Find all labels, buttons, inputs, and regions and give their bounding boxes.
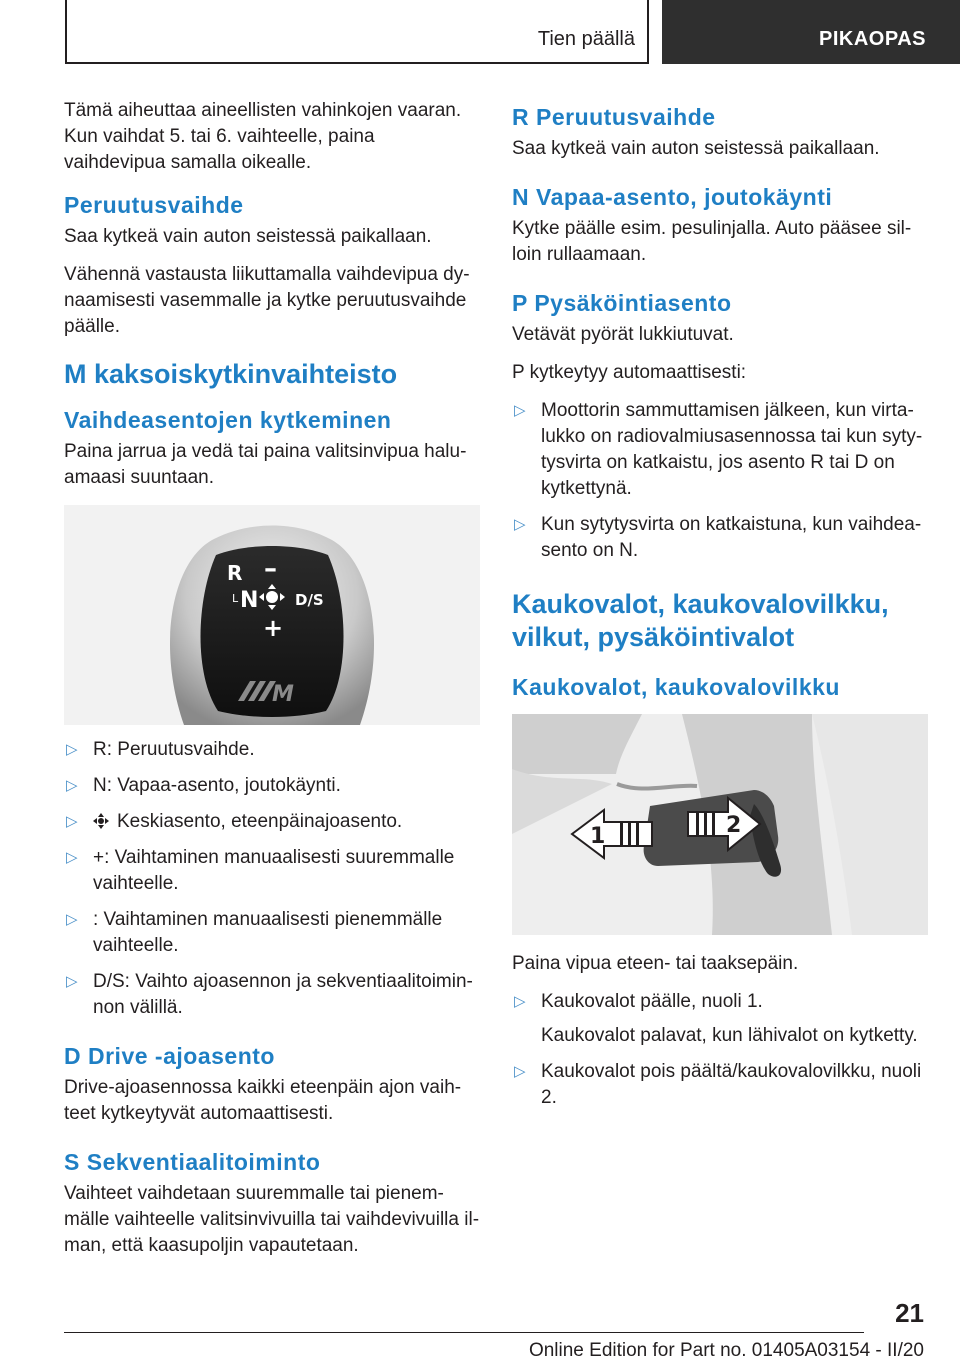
bullet-marker-icon: ▷ [66, 973, 78, 990]
label-l: L [232, 592, 239, 605]
footer-rule [64, 1332, 864, 1333]
bullet-marker-icon: ▷ [514, 516, 526, 533]
bullet-marker-icon: ▷ [66, 813, 78, 830]
bullet-marker-icon: ▷ [66, 777, 78, 794]
beam-bullet-sub: Kaukovalot palavat, kun lähivalot on kytketty. [541, 1025, 918, 1046]
left-column [64, 98, 480, 1271]
n-heading: N Vapaa-asento, joutokäynti [512, 184, 833, 210]
beam-heading: Kaukovalot, kaukovalovilkku [512, 674, 840, 700]
center-position-icon [93, 813, 109, 829]
sequential-heading: S Sekventiaalitoiminto [64, 1149, 321, 1175]
park-bullet-list [512, 398, 928, 564]
bullet-marker-icon: ▷ [66, 911, 78, 928]
svg-text:M: M [272, 682, 294, 707]
header-section-title: Tien päällä [537, 28, 635, 50]
right-column [512, 98, 928, 1121]
reverse-paragraph-1: Saa kytkeä vain auton seistessä paikallaan. [64, 226, 432, 247]
label-minus: – [264, 554, 277, 584]
r-paragraph: Saa kytkeä vain auton seistessä paikallaan. [512, 138, 880, 159]
list-item: ▷ : Vaihtaminen manuaalisesti pienemmälle vaihteelle. [66, 909, 443, 956]
bullet-marker-icon: ▷ [66, 741, 78, 758]
list-item: ▷ Kun sytytysvirta on katkaistuna, kun vaihdeasento on N. [514, 514, 922, 561]
list-item: ▷ Moottorin sammuttamisen jälkeen, kun virtalukko on radiovalmiusasennossa tai kun sytytysvirta on katkaistu, jos asento R tai D on kytkettynä. [514, 400, 923, 499]
label-r: R [227, 561, 243, 585]
intro-paragraph: Tämä aiheuttaa aineellisten vahinkojen vaaran. Kun vaihdat 5. tai 6. vaihteelle, paina vaihdevipua samalla oikealle. [64, 100, 462, 173]
list-item: ▷ Keskiasento, eteenpäinajoasento. [64, 809, 480, 835]
r-heading: R Peruutusvaihde [512, 104, 716, 130]
arrow-1-label: 1 [590, 824, 606, 849]
label-ds: D/S [295, 591, 324, 609]
bullet-marker-icon: ▷ [514, 1063, 526, 1080]
beam-paragraph: Paina vipua eteen- tai taaksepäin. [512, 953, 799, 974]
n-paragraph: Kytke päälle esim. pesulinjalla. Auto pääsee silloin rullaamaan. [512, 218, 912, 265]
arrow-2-label: 2 [726, 813, 742, 838]
list-item: ▷ Kaukovalot pois päältä/kaukovalovilkku, nuoli 2. [514, 1061, 922, 1108]
light-stalk-image [512, 714, 928, 935]
drive-paragraph: Drive-ajoasennossa kaikki eteenpäin ajon vaihteet kytkeytyvät automaattisesti. [64, 1077, 462, 1124]
list-item: ▷ D/S: Vaihto ajoasennon ja sekventiaalitoiminnon välillä. [66, 971, 473, 1018]
p-heading: P Pysäköintiasento [512, 290, 732, 316]
gear-shifter-image [64, 505, 480, 725]
lights-heading: Kaukovalot, kaukovalovilkku, vilkut, pysäköintivalot [512, 589, 889, 652]
label-plus: + [263, 614, 284, 642]
reverse-heading: Peruutusvaihde [64, 192, 244, 218]
p-paragraph-1: Vetävät pyörät lukkiutuvat. [512, 324, 734, 345]
bullet-marker-icon: ▷ [514, 402, 526, 419]
header-tab[interactable] [662, 0, 960, 64]
gears-paragraph: Paina jarrua ja vedä tai paina valitsinvipua haluamaasi suuntaan. [64, 441, 467, 488]
p-paragraph-2: P kytkeytyy automaattisesti: [512, 362, 747, 383]
edition-note: Online Edition for Part no. 01405A03154 - II/20 [528, 1340, 924, 1361]
beam-bullet-list [512, 989, 928, 1111]
dct-heading: M kaksoiskytkinvaihteisto [64, 359, 398, 389]
bullet-marker-icon: ▷ [66, 849, 78, 866]
sequential-paragraph: Vaihteet vaihdetaan suuremmalle tai pienemmälle vaihteelle valitsinvivuilla tai vaihdevivuilla ilman, että kaasupoljin vapautetaan. [64, 1183, 480, 1256]
gear-bullet-list [64, 737, 480, 1021]
page-number: 21 [895, 1298, 924, 1328]
reverse-paragraph-2: Vähennä vastausta liikuttamalla vaihdevipua dynaamisesti vasemmalle ja kytke peruutusvaihde päälle. [64, 264, 470, 337]
bullet-marker-icon: ▷ [514, 993, 526, 1010]
list-item: ▷ Kaukovalot päälle, nuoli 1. Kaukovalot palavat, kun lähivalot on kytketty. [512, 989, 928, 1049]
list-item: ▷ R: Peruutusvaihde. [64, 737, 480, 763]
drive-heading: D Drive -ajoasento [64, 1043, 275, 1069]
header-tab-label: PIKAOPAS [819, 28, 926, 50]
list-item: ▷ N: Vapaa-asento, joutokäynti. [64, 773, 480, 799]
gears-heading: Vaihdeasentojen kytkeminen [64, 407, 392, 433]
label-n: N [240, 588, 259, 613]
list-item: ▷ +: Vaihtaminen manuaalisesti suuremmalle vaihteelle. [66, 847, 455, 894]
header-section-box [65, 0, 649, 64]
